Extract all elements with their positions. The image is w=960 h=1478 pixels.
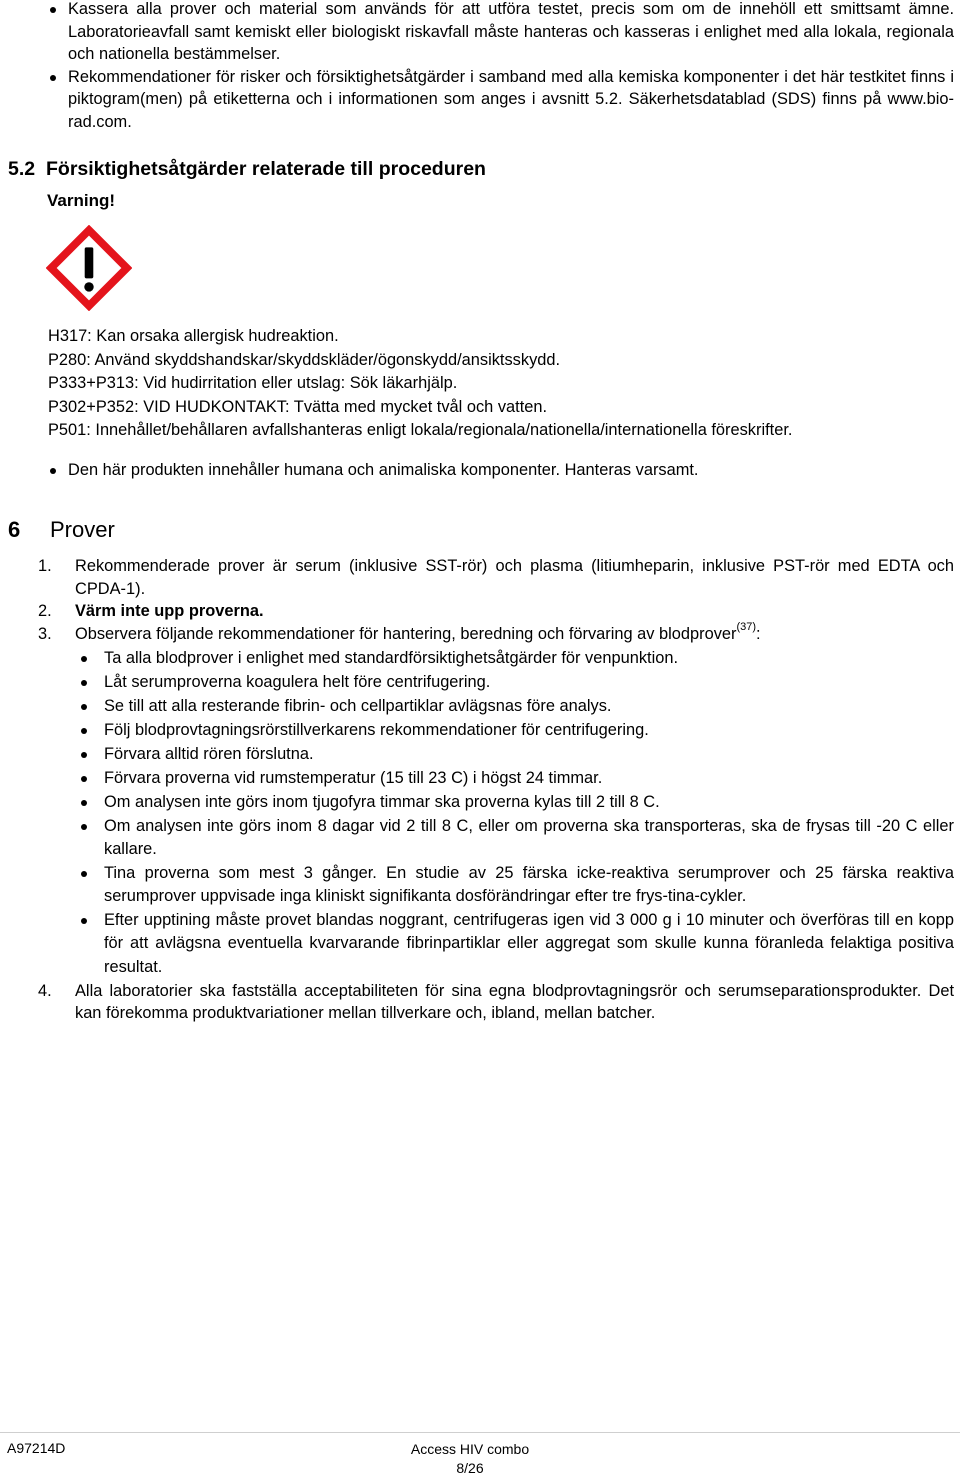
list-item: Följ blodprovtagningsrörstillverkarens rekommendationer för centrifugering. <box>75 719 954 742</box>
hazard-statement-list <box>48 325 954 443</box>
bullet-icon <box>81 752 87 758</box>
signal-word: Varning! <box>47 191 116 210</box>
bullet-icon <box>81 918 87 924</box>
samples-numbered-list <box>38 555 954 1025</box>
bullet-icon <box>81 656 87 662</box>
hazard-statement: P333+P313: Vid hudirritation eller utslag: Sök läkarhjälp. <box>48 374 458 392</box>
handling-note-list <box>48 459 954 482</box>
numbered-item: 1. Rekommenderade prover är serum (inklusive SST-rör) och plasma (litiumheparin, inklusive PST-rör med EDTA och CPDA-1). <box>38 557 954 598</box>
ghs-exclamation-mark-icon <box>46 225 132 311</box>
numbered-item: 4. Alla laboratorier ska fastställa acceptabiliteten för sina egna blodprovtagningsrör och serumseparationsprodukter. Det kan förekomma produktvariationer mellan tillverkare och, ibland, mellan batcher. <box>38 981 954 1023</box>
bullet-icon <box>81 680 87 686</box>
blood-sample-bullet-list <box>75 647 954 979</box>
list-item: Rekommendationer för risker och försiktighetsåtgärder i samband med alla kemiska komponenter i det här testkitet finns i piktogram(men) på etiketterna och i informationen som anges i avsnitt 5.2. Säkerhetsdatablad (SDS) finns på www.bio-rad.com. <box>48 66 954 134</box>
hazard-statement: P280: Använd skyddshandskar/skyddskläder/ögonskydd/ansiktsskydd. <box>48 350 561 369</box>
list-item: Om analysen inte görs inom tjugofyra timmar ska proverna kylas till 2 till 8 C. <box>75 791 954 814</box>
product-name: Access HIV combo <box>410 1441 530 1457</box>
hazard-statement: H317: Kan orsaka allergisk hudreaktion. <box>48 327 339 345</box>
list-item: Kassera alla prover och material som används för att utföra testet, precis som om de innehöll ett smittsamt ämne. Laboratorieavfall samt kemiskt eller biologiskt riskavfall måste hanteras och kasseras i enlighet med alla lokala, regionala och nationella bestämmelser. <box>48 0 954 66</box>
footer-divider <box>0 1432 960 1433</box>
bullet-icon <box>50 75 56 81</box>
bullet-icon <box>81 728 87 734</box>
bullet-icon <box>81 776 87 782</box>
numbered-item: 2. Värm inte upp proverna. <box>38 602 264 621</box>
footer-center <box>400 1440 540 1478</box>
bullet-icon <box>81 871 87 877</box>
hazard-statement: P302+P352: VID HUDKONTAKT: Tvätta med mycket tvål och vatten. <box>48 397 548 416</box>
list-item: Förvara alltid rören förslutna. <box>75 743 954 766</box>
list-item: Om analysen inte görs inom 8 dagar vid 2 till 8 C, eller om proverna ska transporteras, ska de frysas till -20 C eller kallare. <box>75 815 954 861</box>
page-number: 8/26 <box>456 1460 484 1476</box>
list-item: Låt serumproverna koagulera helt före centrifugering. <box>75 671 954 694</box>
list-item: Se till att alla resterande fibrin- och cellpartiklar avlägsnas före analys. <box>75 695 954 718</box>
document-id: A97214D <box>7 1440 66 1456</box>
list-item: Efter upptining måste provet blandas noggrant, centrifugeras igen vid 3 000 g i 10 minuter och överföras till en kopp för att avlägsna eventuella kvarvarande fibrinpartiklar eller aggregat som skulle kunna föranleda felaktiga positiva resultat. <box>75 909 954 979</box>
reference-superscript: (37) <box>736 620 757 633</box>
bullet-icon <box>81 824 87 830</box>
bullet-icon <box>81 704 87 710</box>
bullet-icon <box>50 7 56 13</box>
section-heading-6: 6 Prover <box>8 517 115 542</box>
list-item: Förvara proverna vid rumstemperatur (15 till 23 C) i högst 24 timmar. <box>75 767 954 790</box>
hazard-statement: P501: Innehållet/behållaren avfallshanteras enligt lokala/regionala/nationella/internationella föreskrifter. <box>48 421 793 439</box>
list-item: Tina proverna som mest 3 gånger. En studie av 25 färska icke-reaktiva serumprover och 25 färska reaktiva serumprover uppvisade inga kliniskt signifikanta dosförändringar efter tre frys-tina-cykler. <box>75 862 954 908</box>
section-heading-5-2: 5.2 Försiktighetsåtgärder relaterade till proceduren <box>8 158 486 180</box>
disposal-bullet-list <box>48 0 954 133</box>
numbered-item: 3. Observera följande rekommendationer för hantering, beredning och förvaring av blodprover$^{(37)}$: Ta alla blodprover i enlighet med standardförsiktighetsåtgärder för venpunktion. Låt serumproverna koagulera helt före centrifugering. Se till att alla resterande fibrin- och cellpartiklar avlägsnas före analys. Följ blodprovtagningsrörstillverkarens rekommendationer för centrifugering. Förvara alltid rören förslutna. Förvara proverna vid rumstemperatur (15 till 23 C) i högst 24 timmar. Om analysen inte görs inom tjugofyra timmar ska proverna kylas till 2 till 8 C. Om analysen inte görs inom 8 dagar vid 2 till 8 C, eller om proverna ska transporteras, ska de frysas till -20 C eller kallare. Tina proverna som mest 3 gånger. En studie av 25 färska icke-reaktiva serumprover och 25 färska reaktiva serumprover uppvisade inga kliniskt signifikanta dosförändringar efter tre frys-tina-cykler. Efter upptining måste provet blandas noggrant, centrifugeras igen vid 3 000 g i 10 minuter och överföras till en kopp för att avlägsna eventuella kvarvarande fibrinpartiklar eller aggregat som skulle kunna föranleda felaktiga positiva resultat. <box>38 623 954 979</box>
bullet-icon <box>50 468 56 474</box>
list-item: Den här produkten innehåller humana och animaliska komponenter. Hanteras varsamt. <box>48 459 954 482</box>
bullet-icon <box>81 800 87 806</box>
list-item: Ta alla blodprover i enlighet med standardförsiktighetsåtgärder för venpunktion. <box>75 647 954 670</box>
